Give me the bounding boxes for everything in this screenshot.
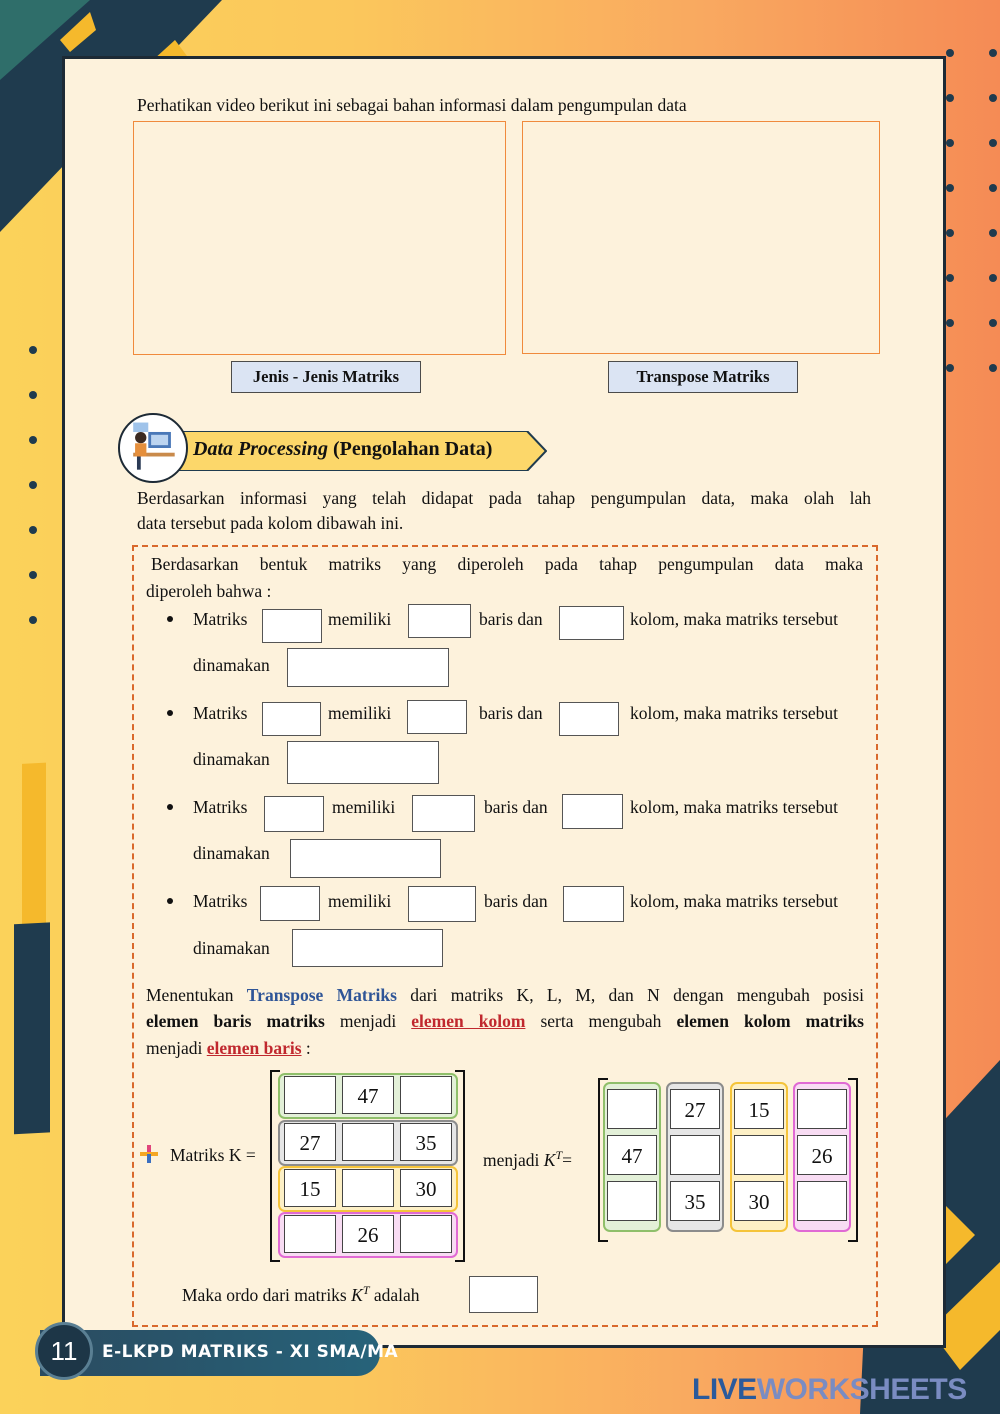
work-lead-line2: diperoleh bahwa : [146,581,272,601]
rows-input-1[interactable] [408,604,471,638]
transpose-line2: elemen baris matriks menjadi elemen kolom serta mengubah elemen kolom matriks [146,1011,864,1031]
label-memiliki: memiliki [332,797,396,817]
matrix-kt-cell: 15 [734,1089,784,1129]
video-label-jenis-matriks: Jenis - Jenis Matriks [231,361,421,393]
label-dinamakan: dinamakan [193,938,270,958]
label-memiliki: memiliki [328,609,392,629]
matrix-k-input-cell[interactable] [400,1076,452,1114]
video-transpose-matriks[interactable] [522,121,880,354]
columns-input-2[interactable] [559,702,619,736]
label-baris-dan: baris dan [479,609,543,629]
bullet [167,710,173,716]
label-baris-dan: baris dan [479,703,543,723]
label-kolom: kolom, maka matriks tersebut [630,609,839,629]
cross-arrows-icon [140,1145,158,1168]
matrix-k-cell: 35 [400,1123,452,1161]
matrix-name-input-2[interactable] [262,702,321,736]
label-baris-dan: baris dan [484,891,548,911]
matrix-k-input-cell[interactable] [400,1215,452,1253]
label-matriks: Matriks [193,891,248,911]
label-kolom: kolom, maka matriks tersebut [630,703,839,723]
ordo-input[interactable] [469,1276,538,1313]
matrix-name-input-1[interactable] [262,609,322,643]
footer-title: E-LKPD MATRIKS - XI SMA/MA [102,1342,399,1362]
rows-input-4[interactable] [408,886,476,922]
data-processing-illustration [118,413,188,483]
work-lead-line1: Berdasarkan bentuk matriks yang diperoleh pada tahap pengumpulan data maka [151,554,863,574]
matrix-type-input-4[interactable] [292,929,443,967]
label-matriks: Matriks [193,703,248,723]
columns-input-4[interactable] [563,886,624,922]
bullet [167,804,173,810]
video-jenis-matriks[interactable] [133,121,506,355]
label-dinamakan: dinamakan [193,655,270,675]
matrix-k-input-cell[interactable] [284,1076,336,1114]
bullet [167,898,173,904]
matrix-kt-cell: 27 [670,1089,720,1129]
label-kolom: kolom, maka matriks tersebut [630,891,839,911]
matrix-k-cell: 47 [342,1076,394,1114]
matrix-type-input-1[interactable] [287,648,449,687]
label-matriks: Matriks [193,609,248,629]
section-banner [165,431,547,471]
video-label-transpose-matriks: Transpose Matriks [608,361,798,393]
matrix-k-cell: 15 [284,1169,336,1207]
matrix-kt-cell: 30 [734,1181,784,1221]
matrix-k-input-cell[interactable] [342,1169,394,1207]
label-dinamakan: dinamakan [193,843,270,863]
label-memiliki: memiliki [328,891,392,911]
section-intro-line2: data tersebut pada kolom dibawah ini. [137,513,404,533]
matrix-name-input-3[interactable] [264,796,324,832]
page-number: 11 [35,1322,93,1380]
menjadi-kt-label: menjadi $K^T=$ [483,1148,572,1170]
matrix-kt-input-cell[interactable] [670,1135,720,1175]
bullet [167,616,173,622]
matrix-kt-cell: 26 [797,1135,847,1175]
matrix-k-cell: 30 [400,1169,452,1207]
columns-input-3[interactable] [562,794,623,829]
rows-input-2[interactable] [407,700,467,734]
matrix-kt-input-cell[interactable] [607,1181,657,1221]
ordo-text: Maka ordo dari matriks $K^T$ adalah [182,1283,420,1305]
matrix-kt-cell: 47 [607,1135,657,1175]
matrix-kt-input-cell[interactable] [797,1181,847,1221]
columns-input-1[interactable] [559,606,624,640]
section-intro-line1: Berdasarkan informasi yang telah didapat pada tahap pengumpulan data, maka olah lah [137,488,871,508]
matrix-type-input-3[interactable] [290,839,441,878]
label-memiliki: memiliki [328,703,392,723]
matrix-k-cell: 27 [284,1123,336,1161]
rows-input-3[interactable] [412,795,475,832]
matrix-k-label: Matriks K = [170,1145,256,1165]
label-dinamakan: dinamakan [193,749,270,769]
matrix-k-input-cell[interactable] [342,1123,394,1161]
matrix-k-input-cell[interactable] [284,1215,336,1253]
matrix-kt-input-cell[interactable] [734,1135,784,1175]
matrix-type-input-2[interactable] [287,741,439,784]
matrix-kt-input-cell[interactable] [607,1089,657,1129]
liveworksheets-logo: LIVEWORKSHEETS [692,1373,967,1406]
intro-text: Perhatikan video berikut ini sebagai bahan informasi dalam pengumpulan data [137,95,687,115]
matrix-k-cell: 26 [342,1215,394,1253]
transpose-line1: Menentukan Transpose Matriks dari matriks K, L, M, dan N dengan mengubah posisi [146,985,864,1005]
label-baris-dan: baris dan [484,797,548,817]
matrix-name-input-4[interactable] [260,886,320,921]
label-kolom: kolom, maka matriks tersebut [630,797,839,817]
matrix-kt-input-cell[interactable] [797,1089,847,1129]
matrix-kt-cell: 35 [670,1181,720,1221]
label-matriks: Matriks [193,797,248,817]
section-title: Data Processing (Pengolahan Data) [193,438,493,460]
transpose-line3: menjadi elemen baris : [146,1038,311,1058]
